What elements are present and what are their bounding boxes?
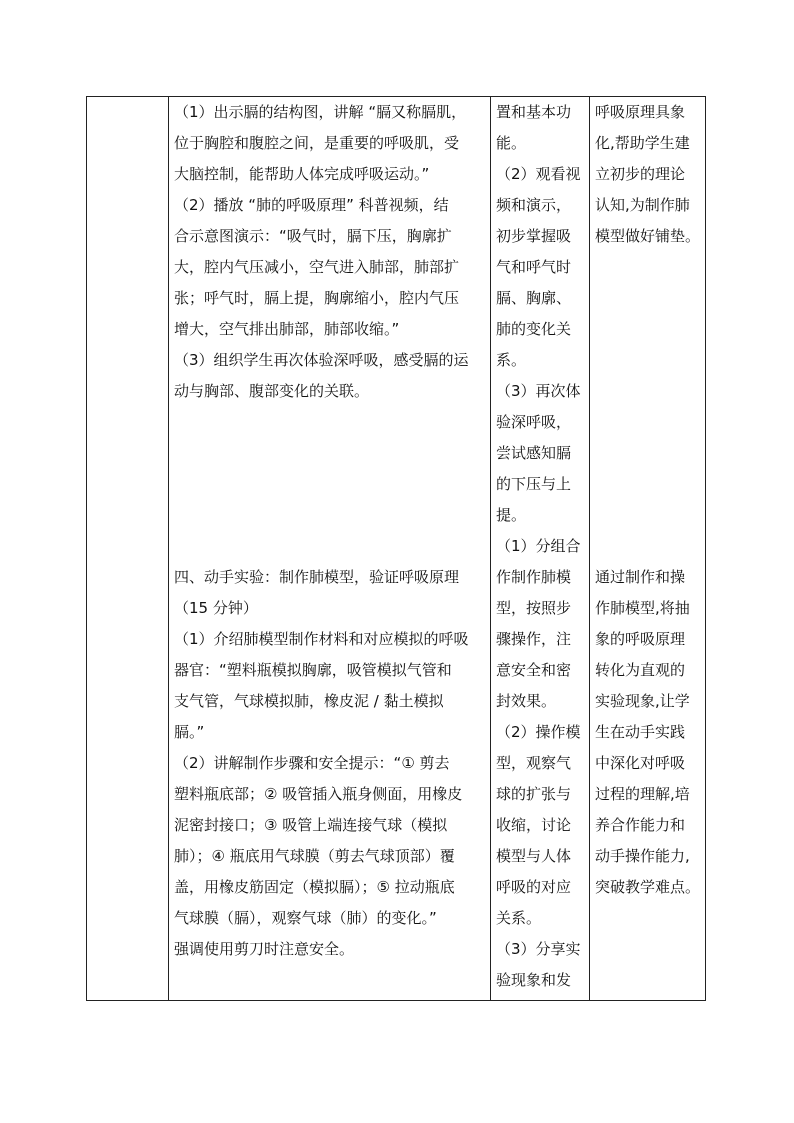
activity-text-line: 气球膜（膈），观察气球（肺）的变化。” — [174, 909, 437, 927]
intent-text-line — [595, 345, 701, 376]
intent-text-line: 认知,为制作肺 — [595, 196, 690, 214]
student-text-line: 频和演示， — [496, 196, 572, 214]
student-text-line: 膈、胸廓、 — [496, 289, 572, 307]
teacher-activity-cell — [174, 97, 484, 1000]
intent-text-line: 象的呼吸原理 — [595, 630, 686, 648]
activity-text-line: 膈。” — [174, 723, 205, 741]
column-divider — [589, 97, 590, 1000]
activity-text-line — [174, 500, 484, 531]
student-text-line: 意安全和密 — [496, 661, 572, 679]
intent-text-line: 实验现象,让学 — [595, 692, 690, 710]
activity-text-line: 支气管，气球模拟肺，橡皮泥 / 黏土模拟 — [174, 692, 444, 710]
activity-text-line — [174, 407, 484, 438]
intent-text-line: 通过制作和操 — [595, 568, 686, 586]
student-text-line: 气和呼气时 — [496, 258, 572, 276]
student-text-line: （2）操作模 — [496, 723, 581, 741]
intent-text-line: 呼吸原理具象 — [595, 103, 686, 121]
intent-text-line — [595, 252, 701, 283]
student-text-line: （2）观看视 — [496, 165, 581, 183]
intent-text-line — [595, 314, 701, 345]
design-intent-cell — [595, 97, 701, 1000]
student-text-line: 呼吸的对应 — [496, 878, 572, 896]
intent-text-line — [595, 407, 701, 438]
student-text-line: 封效果。 — [496, 692, 557, 710]
activity-text-line: 器官：“塑料瓶模拟胸廓，吸管模拟气管和 — [174, 661, 452, 679]
intent-text-line: 中深化对呼吸 — [595, 754, 686, 772]
activity-text-line: 合示意图演示：“吸气时，膈下压，胸廓扩 — [174, 227, 452, 245]
activity-text-line: 塑料瓶底部；② 吸管插入瓶身侧面，用橡皮 — [174, 785, 463, 803]
student-text-line: 骤操作，注 — [496, 630, 572, 648]
activity-text-line: （2）讲解制作步骤和安全提示：“① 剪去 — [174, 754, 450, 772]
activity-text-line: 肺）；④ 瓶底用气球膜（剪去气球顶部）覆 — [174, 847, 455, 865]
activity-text-line: （3）组织学生再次体验深呼吸，感受膈的运 — [174, 351, 469, 369]
activity-text-line: 盖，用橡皮筋固定（模拟膈）；⑤ 拉动瓶底 — [174, 878, 455, 896]
student-text-line: 系。 — [496, 351, 527, 369]
lesson-plan-table — [86, 96, 706, 1001]
activity-text-line: 大脑控制，能帮助人体完成呼吸运动。” — [174, 165, 430, 183]
intent-text-line: 过程的理解,培 — [595, 785, 690, 803]
activity-text-line: 增大，空气排出肺部，肺部收缩。” — [174, 320, 400, 338]
intent-text-line — [595, 283, 701, 314]
student-text-line: （3）分享实 — [496, 940, 581, 958]
activity-text-line: 大，腔内气压减小，空气进入肺部，肺部扩 — [174, 258, 460, 276]
student-text-line: 收缩，讨论 — [496, 816, 572, 834]
intent-text-line — [595, 376, 701, 407]
student-text-line: 置和基本功 — [496, 103, 572, 121]
intent-text-line — [595, 500, 701, 531]
intent-text-line: 化,帮助学生建 — [595, 134, 690, 152]
student-text-line: 型，观察气 — [496, 754, 572, 772]
intent-text-line: 模型做好铺垫。 — [595, 227, 701, 245]
activity-text-line: 强调使用剪刀时注意安全。 — [174, 940, 355, 958]
intent-text-line: 养合作能力和 — [595, 816, 686, 834]
column-divider — [168, 97, 169, 1000]
student-text-line: （1）分组合 — [496, 537, 581, 555]
activity-text-line: 位于胸腔和腹腔之间，是重要的呼吸肌，受 — [174, 134, 460, 152]
intent-text-line: 突破教学难点。 — [595, 878, 701, 896]
student-text-line: 球的扩张与 — [496, 785, 572, 803]
intent-text-line: 动手操作能力, — [595, 847, 690, 865]
activity-text-line: （1）出示膈的结构图，讲解 “膈又称膈肌， — [174, 103, 467, 121]
student-text-line: 尝试感知膈 — [496, 444, 572, 462]
student-text-line: 提。 — [496, 506, 527, 524]
student-text-line: （3）再次体 — [496, 382, 581, 400]
student-text-line: 模型与人体 — [496, 847, 572, 865]
activity-text-line: （15 分钟） — [174, 599, 258, 617]
activity-text-line — [174, 469, 484, 500]
intent-text-line: 立初步的理论 — [595, 165, 686, 183]
student-text-line: 作制作肺模 — [496, 568, 572, 586]
intent-text-line: 生在动手实践 — [595, 723, 686, 741]
intent-text-line: 转化为直观的 — [595, 661, 686, 679]
student-text-line: 初步掌握吸 — [496, 227, 572, 245]
student-activity-cell — [496, 97, 583, 1000]
activity-text-line: （1）介绍肺模型制作材料和对应模拟的呼吸 — [174, 630, 469, 648]
intent-text-line — [595, 531, 701, 562]
activity-text-line: 四、动手实验：制作肺模型，验证呼吸原理 — [174, 568, 460, 586]
intent-text-line — [595, 469, 701, 500]
column-divider — [490, 97, 491, 1000]
activity-text-line: 张；呼气时，膈上提，胸廓缩小，腔内气压 — [174, 289, 460, 307]
student-text-line: 能。 — [496, 134, 527, 152]
student-text-line: 型，按照步 — [496, 599, 572, 617]
activity-text-line: （2）播放 “肺的呼吸原理” 科普视频，结 — [174, 196, 449, 214]
student-text-line: 肺的变化关 — [496, 320, 572, 338]
intent-text-line: 作肺模型,将抽 — [595, 599, 690, 617]
intent-text-line — [595, 438, 701, 469]
student-text-line: 关系。 — [496, 909, 542, 927]
activity-text-line: 动与胸部、腹部变化的关联。 — [174, 382, 370, 400]
student-text-line: 验深呼吸， — [496, 413, 572, 431]
student-text-line: 验现象和发 — [496, 971, 572, 989]
activity-text-line — [174, 531, 484, 562]
student-text-line: 的下压与上 — [496, 475, 572, 493]
activity-text-line — [174, 438, 484, 469]
activity-text-line: 泥密封接口；③ 吸管上端连接气球（模拟 — [174, 816, 448, 834]
